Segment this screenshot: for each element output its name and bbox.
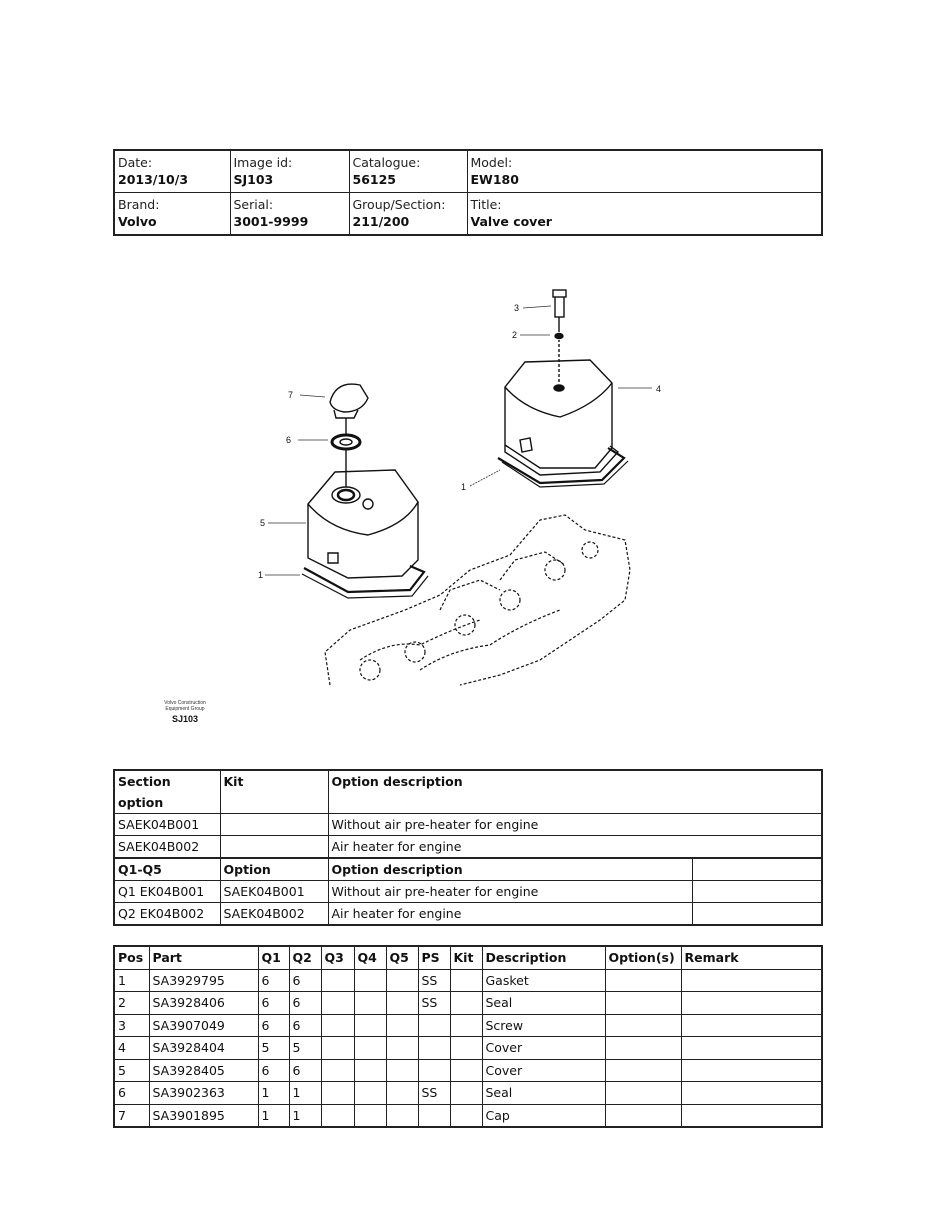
- kit-cell: [450, 1014, 482, 1037]
- callout-1-left: 1: [258, 570, 264, 580]
- model-value: EW180: [470, 172, 519, 187]
- kit-cell: [450, 992, 482, 1015]
- column-header-ps: PS: [418, 946, 450, 969]
- q1-cell: 6: [258, 992, 289, 1015]
- catalogue-label: Catalogue:: [352, 155, 421, 170]
- pos-cell: 6: [114, 1082, 149, 1105]
- catalogue-value: 56125: [352, 172, 396, 187]
- column-header-q1: Q1: [258, 946, 289, 969]
- q-cell: Q2 EK04B002: [114, 903, 220, 926]
- serial-cell: [230, 193, 349, 236]
- part-number-cell: SA3928404: [149, 1037, 258, 1060]
- table-row: [114, 1014, 822, 1037]
- q5-cell: [386, 969, 418, 992]
- brand-value: Volvo: [118, 214, 157, 229]
- callout-2: 2: [512, 330, 518, 340]
- column-header-q4: Q4: [354, 946, 386, 969]
- description-cell: Seal: [482, 992, 605, 1015]
- remark-cell: [681, 1059, 822, 1082]
- callout-5: 5: [260, 518, 266, 528]
- part-number-cell: SA3929795: [149, 969, 258, 992]
- table-header-row: [114, 946, 822, 969]
- part-number-cell: SA3902363: [149, 1082, 258, 1105]
- kit-cell: [450, 1082, 482, 1105]
- pos-cell: 4: [114, 1037, 149, 1060]
- group-label: Group/Section:: [352, 197, 446, 212]
- option-cell: SAEK04B002: [220, 903, 328, 926]
- remark-cell: [681, 969, 822, 992]
- kit-cell: [450, 1059, 482, 1082]
- remark-cell: [681, 1037, 822, 1060]
- ps-cell: [418, 1104, 450, 1127]
- ps-cell: [418, 1014, 450, 1037]
- q3-cell: [321, 1082, 354, 1105]
- table-row: [114, 1082, 822, 1105]
- options-cell: [605, 1082, 681, 1105]
- column-header: [692, 858, 822, 881]
- pos-cell: 1: [114, 969, 149, 992]
- kit-cell: [220, 836, 328, 859]
- brand-label: Brand:: [118, 197, 160, 212]
- pos-cell: 3: [114, 1014, 149, 1037]
- q3-cell: [321, 992, 354, 1015]
- table-header-row: [114, 770, 822, 814]
- column-header: Q1-Q5: [114, 858, 220, 881]
- q3-cell: [321, 1104, 354, 1127]
- q5-cell: [386, 1037, 418, 1060]
- q-cell: Q1 EK04B001: [114, 881, 220, 903]
- q1-cell: 6: [258, 969, 289, 992]
- group-cell: [349, 193, 467, 236]
- column-header-remark: Remark: [681, 946, 822, 969]
- parts-list-table: [113, 945, 823, 1128]
- description-cell: Gasket: [482, 969, 605, 992]
- brand-cell: [114, 193, 230, 236]
- remark-cell: [681, 1014, 822, 1037]
- serial-label: Serial:: [233, 197, 274, 212]
- model-cell: [467, 150, 822, 193]
- part-number-cell: SA3901895: [149, 1104, 258, 1127]
- table-row: [114, 814, 822, 836]
- image-id-label: Image id:: [233, 155, 293, 170]
- table-row: [114, 1104, 822, 1127]
- serial-value: 3001-9999: [233, 214, 309, 229]
- column-header-options: Option(s): [605, 946, 681, 969]
- q5-cell: [386, 1014, 418, 1037]
- callout-4: 4: [656, 384, 662, 394]
- option-description-cell: Without air pre-heater for engine: [328, 814, 822, 836]
- q4-cell: [354, 992, 386, 1015]
- q4-cell: [354, 1104, 386, 1127]
- part-number-cell: SA3907049: [149, 1014, 258, 1037]
- q5-cell: [386, 1082, 418, 1105]
- column-header-kit: Kit: [450, 946, 482, 969]
- q3-cell: [321, 1059, 354, 1082]
- q2-cell: 1: [289, 1082, 321, 1105]
- model-label: Model:: [470, 155, 513, 170]
- kit-cell: [220, 814, 328, 836]
- q5-cell: [386, 1104, 418, 1127]
- q1-cell: 1: [258, 1082, 289, 1105]
- q4-cell: [354, 1014, 386, 1037]
- cover-5-drawing: [302, 384, 428, 598]
- q5-cell: [386, 992, 418, 1015]
- diagram-caption: [150, 700, 220, 724]
- section-option-cell: SAEK04B001: [114, 814, 220, 836]
- date-label: Date:: [118, 155, 153, 170]
- cover-4-drawing: [498, 290, 628, 487]
- q3-cell: [321, 1014, 354, 1037]
- description-cell: Seal: [482, 1082, 605, 1105]
- caption-line-1: Volvo Construction: [164, 700, 206, 706]
- q4-cell: [354, 1059, 386, 1082]
- title-cell: [467, 193, 822, 236]
- description-cell: Cover: [482, 1037, 605, 1060]
- section-option-table: [113, 769, 823, 859]
- options-cell: [605, 1104, 681, 1127]
- option-description-cell: Without air pre-heater for engine: [328, 881, 692, 903]
- table-row: [114, 992, 822, 1015]
- group-value: 211/200: [352, 214, 410, 229]
- column-header-q2: Q2: [289, 946, 321, 969]
- table-row: [114, 881, 822, 903]
- column-header: Option: [220, 858, 328, 881]
- column-header-description: Description: [482, 946, 605, 969]
- callout-7: 7: [288, 390, 294, 400]
- column-header: Section option: [114, 770, 220, 814]
- ps-cell: [418, 1059, 450, 1082]
- table-row: [114, 969, 822, 992]
- q1-cell: 5: [258, 1037, 289, 1060]
- part-number-cell: SA3928405: [149, 1059, 258, 1082]
- q4-cell: [354, 1037, 386, 1060]
- column-header: Option description: [328, 858, 692, 881]
- options-cell: [605, 1037, 681, 1060]
- options-cell: [605, 1059, 681, 1082]
- q1-cell: 6: [258, 1014, 289, 1037]
- table-row: [114, 1037, 822, 1060]
- option-description-cell: Air heater for engine: [328, 836, 822, 859]
- date-cell: [114, 150, 230, 193]
- options-cell: [605, 1014, 681, 1037]
- description-cell: Cap: [482, 1104, 605, 1127]
- pos-cell: 7: [114, 1104, 149, 1127]
- column-header-q5: Q5: [386, 946, 418, 969]
- q4-cell: [354, 1082, 386, 1105]
- callout-3: 3: [514, 303, 520, 313]
- table-header-row: [114, 858, 822, 881]
- remark-cell: [681, 1082, 822, 1105]
- q5-cell: [386, 1059, 418, 1082]
- callout-6: 6: [286, 435, 292, 445]
- extra-cell: [692, 881, 822, 903]
- q3-cell: [321, 1037, 354, 1060]
- table-row: [114, 903, 822, 926]
- caption-line-2: Equipment Group: [165, 706, 205, 712]
- kit-cell: [450, 1037, 482, 1060]
- q3-cell: [321, 969, 354, 992]
- kit-cell: [450, 1104, 482, 1127]
- part-number-cell: SA3928406: [149, 992, 258, 1015]
- options-cell: [605, 992, 681, 1015]
- catalogue-cell: [349, 150, 467, 193]
- q2-cell: 6: [289, 1059, 321, 1082]
- option-description-cell: Air heater for engine: [328, 903, 692, 926]
- option-cell: SAEK04B001: [220, 881, 328, 903]
- column-header: Kit: [220, 770, 328, 814]
- image-id-value: SJ103: [233, 172, 274, 187]
- ps-cell: SS: [418, 992, 450, 1015]
- image-id-cell: [230, 150, 349, 193]
- exploded-parts-diagram: [240, 280, 680, 700]
- options-cell: [605, 969, 681, 992]
- extra-cell: [692, 903, 822, 926]
- title-value: Valve cover: [470, 214, 552, 229]
- q2-cell: 6: [289, 969, 321, 992]
- title-label: Title:: [470, 197, 502, 212]
- q2-cell: 6: [289, 1014, 321, 1037]
- section-option-cell: SAEK04B002: [114, 836, 220, 859]
- column-header: Option description: [328, 770, 822, 814]
- q1-cell: 6: [258, 1059, 289, 1082]
- column-header-part-number: Part: [149, 946, 258, 969]
- description-cell: Cover: [482, 1059, 605, 1082]
- remark-cell: [681, 992, 822, 1015]
- callout-1-right: 1: [461, 482, 467, 492]
- q2-cell: 5: [289, 1037, 321, 1060]
- description-cell: Screw: [482, 1014, 605, 1037]
- q1-cell: 1: [258, 1104, 289, 1127]
- pos-cell: 5: [114, 1059, 149, 1082]
- ps-cell: SS: [418, 1082, 450, 1105]
- kit-cell: [450, 969, 482, 992]
- ps-cell: SS: [418, 969, 450, 992]
- ps-cell: [418, 1037, 450, 1060]
- quantity-option-table: [113, 857, 823, 926]
- header-info-table: [113, 149, 823, 236]
- pos-cell: 2: [114, 992, 149, 1015]
- remark-cell: [681, 1104, 822, 1127]
- caption-image-id: SJ103: [171, 714, 199, 724]
- q2-cell: 6: [289, 992, 321, 1015]
- date-value: 2013/10/3: [118, 172, 189, 187]
- q2-cell: 1: [289, 1104, 321, 1127]
- q4-cell: [354, 969, 386, 992]
- table-row: [114, 1059, 822, 1082]
- column-header-q3: Q3: [321, 946, 354, 969]
- table-row: [114, 836, 822, 859]
- column-header-pos: Pos: [114, 946, 149, 969]
